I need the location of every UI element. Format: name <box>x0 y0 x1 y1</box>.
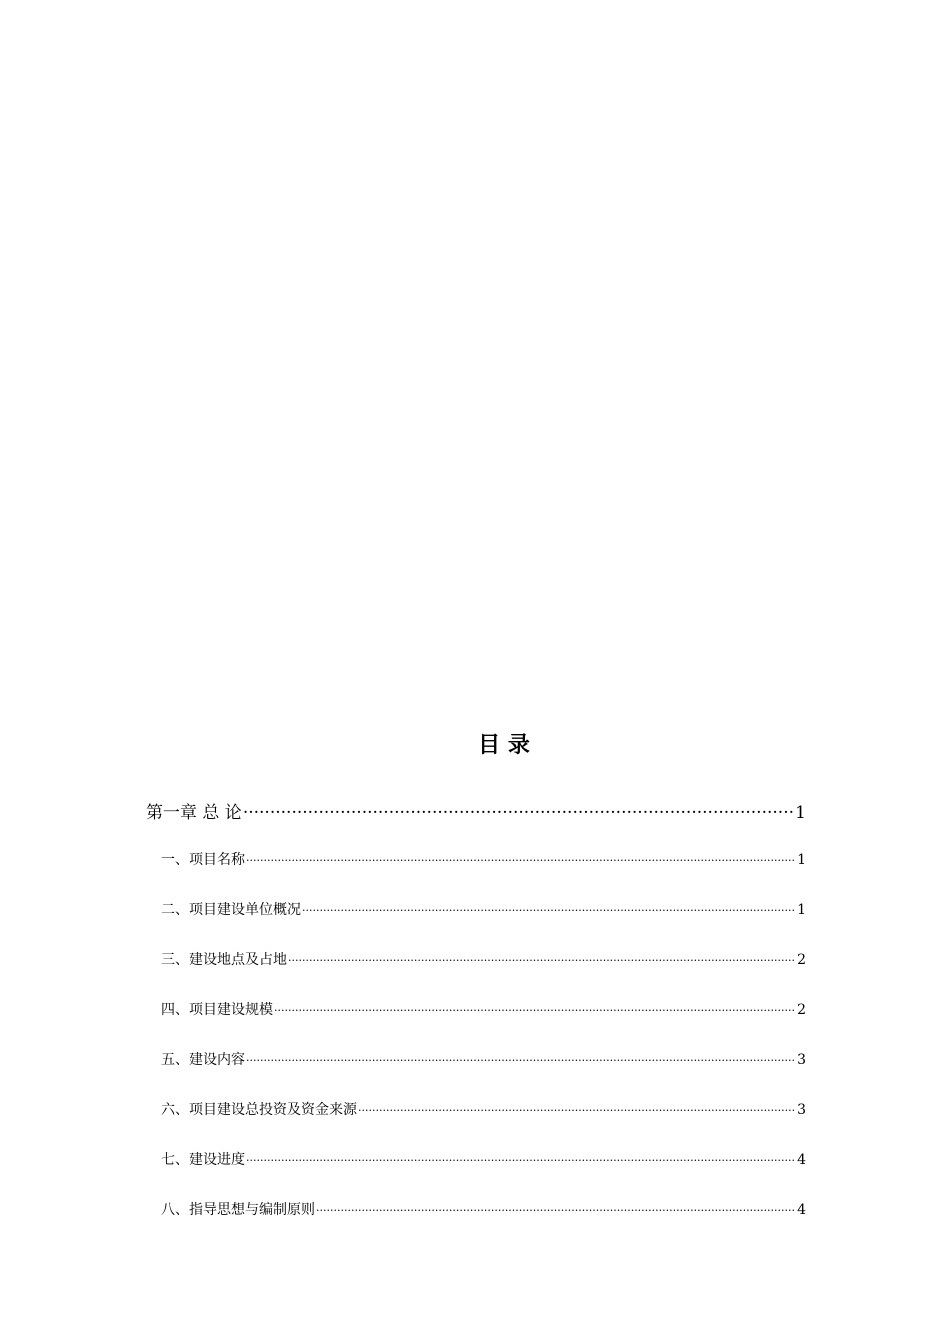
toc-entry-label: 六、项目建设总投资及资金来源 <box>161 1102 357 1118</box>
toc-page-number: 1 <box>797 902 806 918</box>
toc-item-row[interactable] <box>161 1149 806 1169</box>
dot-leader <box>246 1150 796 1164</box>
toc-item-row[interactable] <box>161 849 806 869</box>
toc-entry-label: 一、项目名称 <box>161 852 245 868</box>
toc-entry-label: 五、建设内容 <box>161 1052 245 1068</box>
toc-entry-label: 八、指导思想与编制原则 <box>161 1202 315 1218</box>
dot-leader <box>274 1000 796 1014</box>
toc-item-row[interactable] <box>161 1099 806 1119</box>
toc-item-row[interactable] <box>161 999 806 1019</box>
dot-leader <box>358 1100 796 1114</box>
toc-item-row[interactable] <box>161 949 806 969</box>
dot-leader <box>288 950 796 964</box>
toc-page-number: 1 <box>795 803 806 823</box>
toc-entry-label: 第一章 总 论 <box>146 803 242 823</box>
toc-page-number: 3 <box>797 1102 806 1118</box>
dot-leader <box>246 850 796 864</box>
toc-page-number: 2 <box>797 952 806 968</box>
toc-item-row[interactable] <box>161 899 806 919</box>
dot-leader <box>302 900 796 914</box>
toc-page-number: 4 <box>797 1202 806 1218</box>
toc-entry-label: 七、建设进度 <box>161 1152 245 1168</box>
dot-leader <box>243 801 794 818</box>
dot-leader <box>316 1200 796 1214</box>
toc-entry-label: 四、项目建设规模 <box>161 1002 273 1018</box>
toc-item-row[interactable] <box>161 1049 806 1069</box>
toc-item-row[interactable] <box>161 1199 806 1219</box>
toc-entry-label: 二、项目建设单位概况 <box>161 902 301 918</box>
toc-page-number: 4 <box>797 1152 806 1168</box>
toc-entry-label: 三、建设地点及占地 <box>161 952 287 968</box>
toc-chapter-row[interactable] <box>146 798 806 823</box>
toc-page-number: 1 <box>797 852 806 868</box>
toc-page-number: 2 <box>797 1002 806 1018</box>
dot-leader <box>246 1050 796 1064</box>
toc-page-number: 3 <box>797 1052 806 1068</box>
toc-title: 目 录 <box>478 733 530 758</box>
